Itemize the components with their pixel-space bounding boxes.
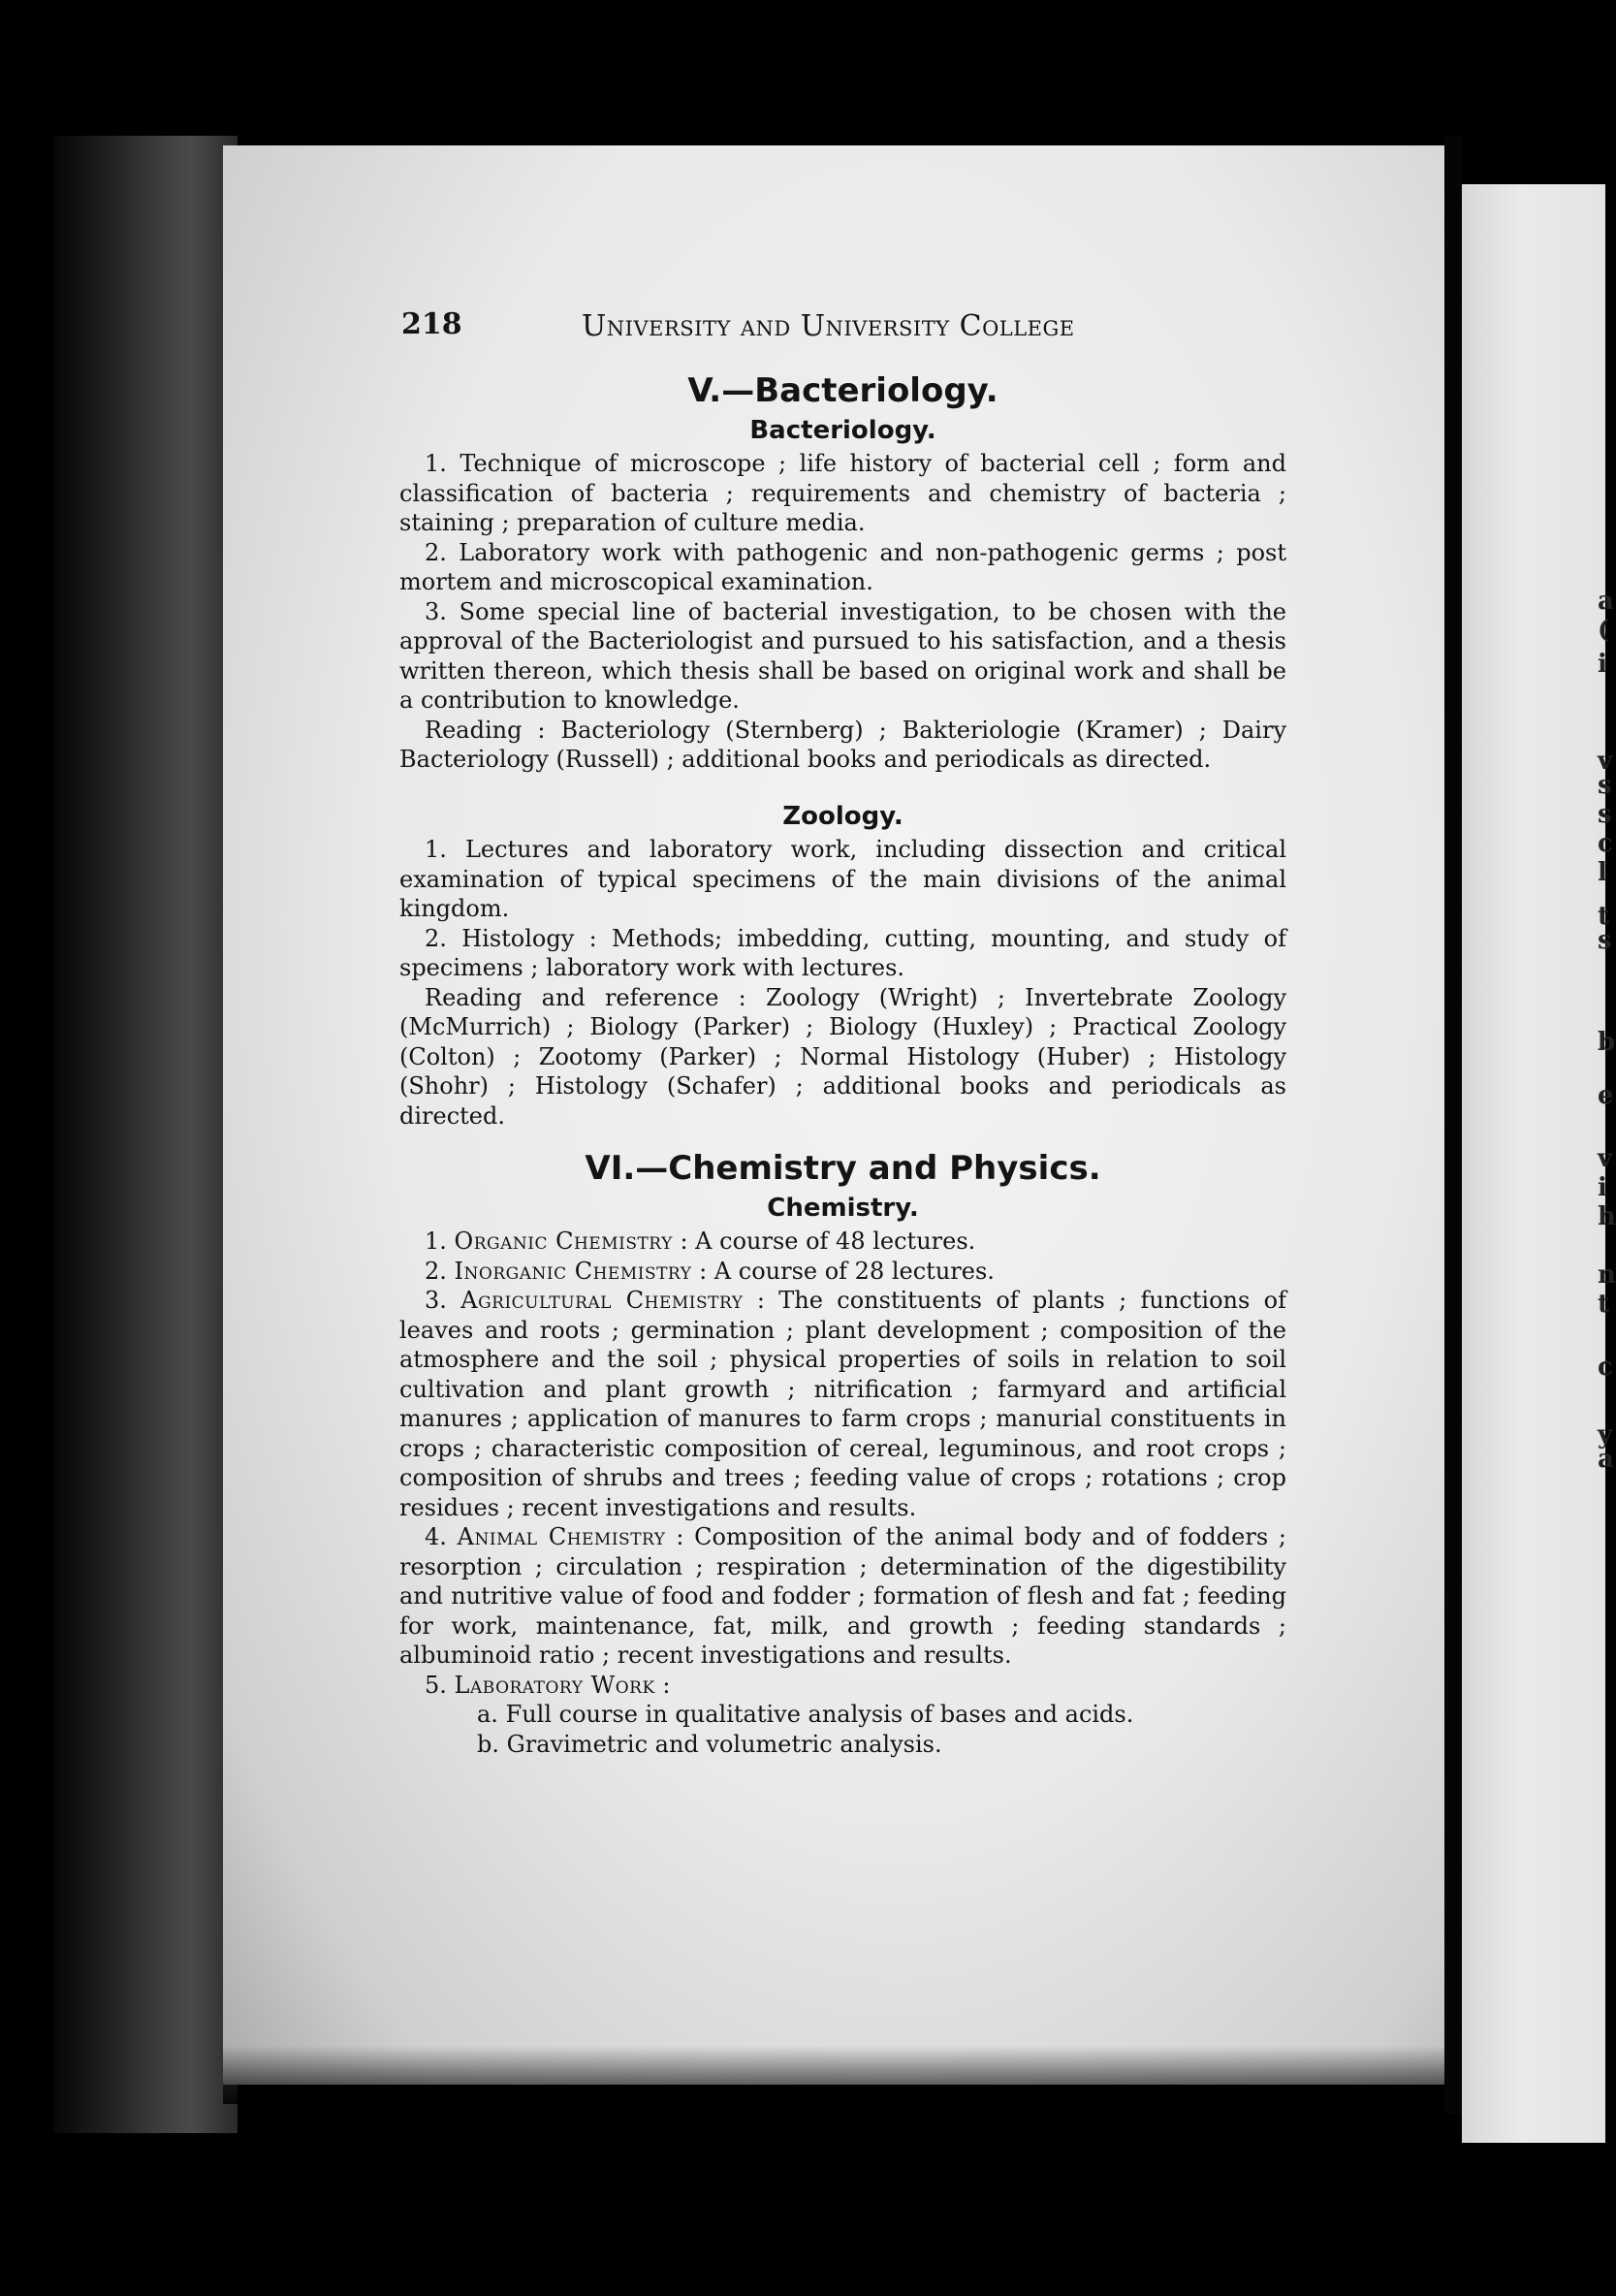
chemistry-item	[399, 1286, 1286, 1522]
facing-page-fragment: l	[1598, 858, 1607, 887]
bacteriology-item: 1. Technique of microscope ; life history of bacterial cell ; form and classification of bacteria ; requirements and chemistry of bacteria ; staining ; preparation of culture media.	[399, 450, 1286, 536]
item-number: 3.	[425, 1287, 447, 1314]
item-number: 4.	[425, 1523, 447, 1550]
facing-page-fragment: a	[1598, 1445, 1614, 1474]
facing-page-fragment: t	[1598, 902, 1610, 931]
zoology-reading: Reading and reference : Zoology (Wright) ; Invertebrate Zoology (McMurrich) ; Biology (Parker) ; Biology (Huxley) ; Practical Zoology (Colton) ; Zootomy (Parker) ; Normal Histology (Huber) ; Histology (Shohr) ; Histology (Schafer) ; additional books and periodicals as directed.	[399, 983, 1286, 1130]
item-title: Laboratory Work	[454, 1671, 655, 1699]
facing-page-fragment: i	[1598, 650, 1607, 679]
item-number: 5.	[425, 1671, 447, 1699]
facing-page-fragment: i	[1598, 1173, 1607, 1202]
facing-page-fragment: t	[1598, 1290, 1610, 1319]
section-v-heading: V.—Bacteriology.	[687, 371, 998, 410]
item-title: Agricultural Chemistry	[460, 1287, 744, 1314]
chemistry-item	[399, 1522, 1286, 1671]
lab-subitem: a. Full course in qualitative analysis of bases and acids.	[477, 1701, 1134, 1728]
lab-subitem: b. Gravimetric and volumetric analysis.	[477, 1730, 942, 1758]
facing-page-fragment: v	[1598, 1144, 1613, 1173]
bacteriology-item: 3. Some special line of bacterial investigation, to be chosen with the approval of the Bacteriologist and pursued to his satisfaction, and a thesis written thereon, which thesis shall be based on original work and shall be a contribution to knowledge.	[399, 597, 1286, 714]
item-text: : A course of 28 lectures.	[699, 1257, 995, 1285]
facing-page-fragment: v	[1598, 747, 1613, 776]
section-vi-heading: VI.—Chemistry and Physics.	[585, 1149, 1101, 1188]
facing-page-fragment: s	[1598, 771, 1612, 800]
running-head	[399, 307, 1286, 353]
running-title: University and University College	[582, 309, 1075, 343]
zoology-item: 2. Histology : Methods; imbedding, cutting, mounting, and study of specimens ; laboratory work with lectures.	[399, 924, 1286, 981]
bacteriology-item: 2. Laboratory work with pathogenic and non-pathogenic germs ; post mortem and microscopical examination.	[399, 538, 1286, 595]
item-text: : Composition of the animal body and of fodders ; resorption ; circulation ; respiration ; determination of the digestibility and nutritive value of food and fodder ; formation of flesh and fat ; feeding for work, maintenance, fat, milk, and growth ; feeding standards ; albuminoid ratio ; recent investigations and results.	[399, 1523, 1286, 1669]
item-text: : The constituents of plants ; functions of leaves and roots ; germination ; plant development ; composition of the atmosphere and the soil ; physical properties of soils in relation to soil cultivation and plant growth ; nitrification ; farmyard and artificial manures ; application of manures to farm crops ; manurial constituents in crops ; characteristic composition of cereal, leguminous, and root crops ; composition of shrubs and trees ; feeding value of crops ; rotations ; crop residues ; recent investigations and results.	[399, 1287, 1286, 1521]
item-title: Animal Chemistry	[457, 1523, 666, 1550]
facing-page-fragment: h	[1598, 1202, 1616, 1231]
book-edge	[53, 136, 238, 2133]
facing-page-fragment: n	[1598, 1260, 1616, 1290]
facing-page-fragment: (	[1598, 616, 1610, 645]
chemistry-item	[399, 1257, 1286, 1287]
facing-page-fragment: c	[1598, 1353, 1613, 1382]
chemistry-heading: Chemistry.	[767, 1193, 919, 1223]
page-shadow	[223, 2046, 1444, 2104]
item-number: 2.	[425, 1257, 447, 1285]
zoology-heading: Zoology.	[782, 801, 903, 831]
bacteriology-reading: Reading : Bacteriology (Sternberg) ; Bakteriologie (Kramer) ; Dairy Bacteriology (Russell) ; additional books and periodicals as directed.	[399, 716, 1286, 773]
item-title: Inorganic Chemistry	[454, 1257, 692, 1285]
facing-page-fragment: y	[1598, 1420, 1613, 1450]
facing-page-fragment: e	[1598, 1081, 1614, 1110]
chemistry-item	[399, 1227, 1286, 1257]
zoology-item: 1. Lectures and laboratory work, including dissection and critical examination of typical specimens of the main divisions of the animal kingdom.	[399, 836, 1286, 922]
item-text: :	[662, 1671, 671, 1699]
facing-page-fragment: b	[1598, 1028, 1616, 1057]
bacteriology-heading: Bacteriology.	[749, 415, 936, 445]
page-number: 218	[401, 307, 462, 341]
chemistry-item	[399, 1671, 1286, 1701]
gutter	[1444, 136, 1462, 2114]
facing-page-fragment: s	[1598, 926, 1612, 955]
item-text: : A course of 48 lectures.	[680, 1228, 976, 1255]
item-number: 1.	[425, 1228, 447, 1255]
facing-page-fragment: c	[1598, 829, 1613, 858]
facing-page-fragment: s	[1598, 800, 1612, 829]
item-title: Organic Chemistry	[454, 1228, 673, 1255]
facing-page-fragment: a	[1598, 587, 1614, 616]
facing-page	[1462, 184, 1616, 2143]
page-text	[399, 307, 1286, 1759]
